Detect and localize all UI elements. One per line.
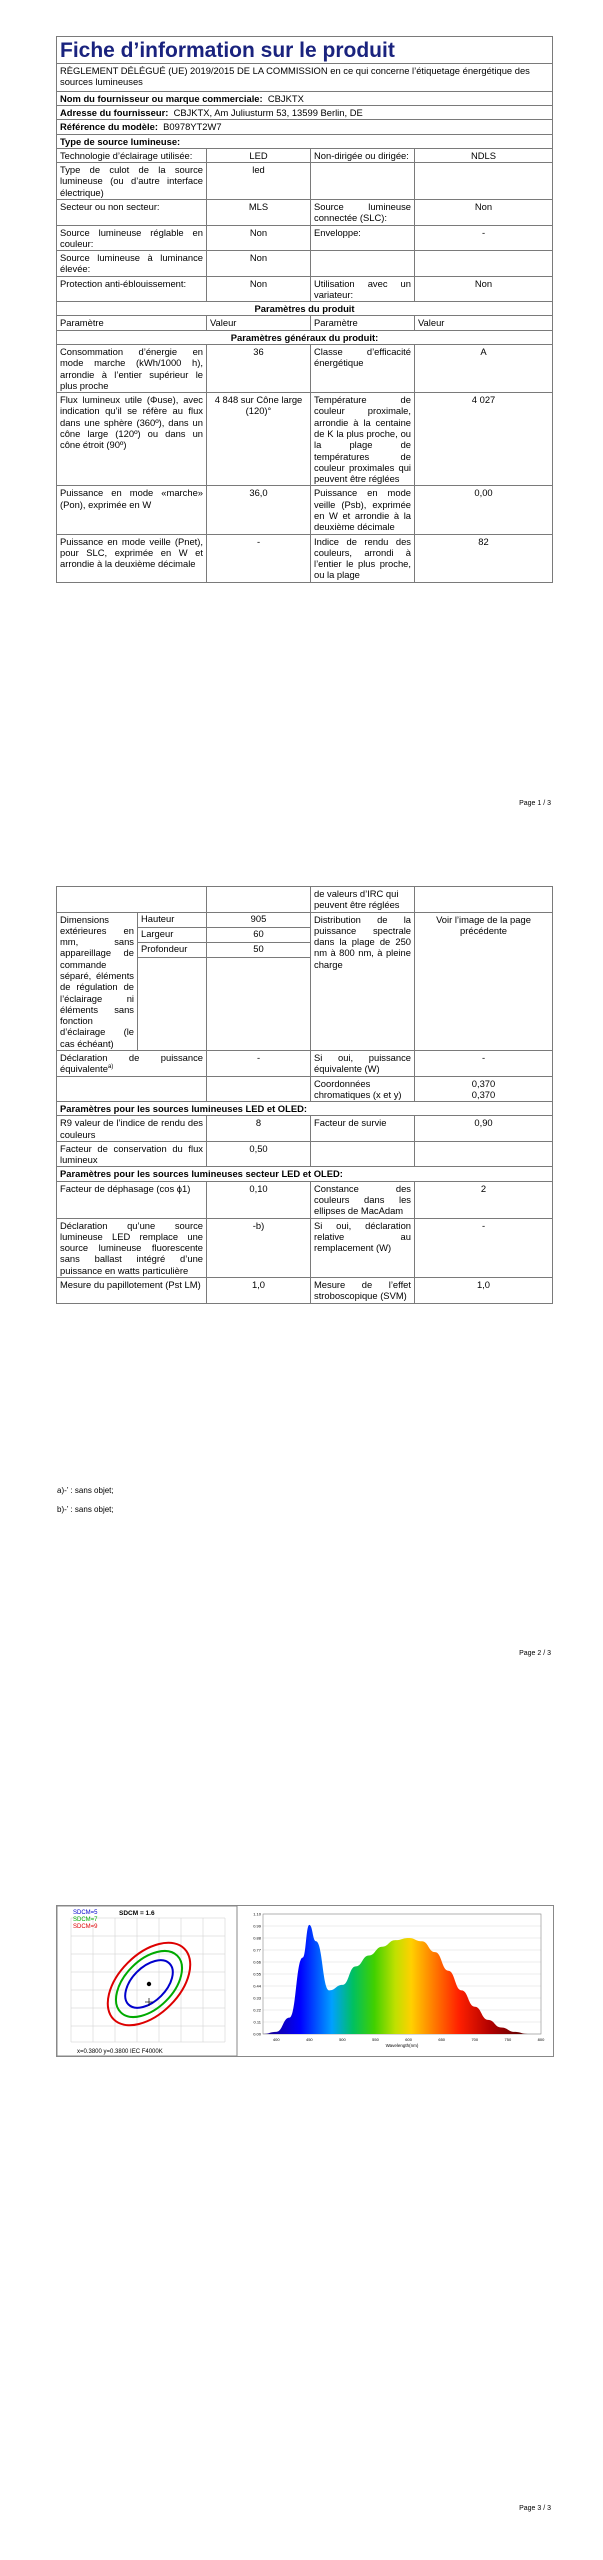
mains-l2: Mesure de l’effet stroboscopique (SVM) <box>311 1278 415 1304</box>
page-title: Fiche d’information sur le produit <box>57 37 553 64</box>
dimension-value: 50 <box>207 943 310 958</box>
type-l2: Enveloppe: <box>311 225 415 251</box>
mains-l2: Constance des couleurs dans les ellipses de MacAdam <box>311 1181 415 1218</box>
spectrum-xtick: 650 <box>438 2037 446 2042</box>
led-l2 <box>311 1141 415 1167</box>
mains-row <box>57 1278 553 1304</box>
spectral-value: Voir l’image de la page précédente <box>415 912 553 1050</box>
page-number-2: Page 2 / 3 <box>519 1650 551 1657</box>
mains-l1: Facteur de déphasage (cos ϕ1) <box>57 1181 207 1218</box>
general-l2: Indice de rendu des couleurs, arrondi à l’entier le plus proche, ou la plage <box>311 534 415 582</box>
led-v1: 8 <box>207 1116 311 1142</box>
general-v1: 4 848 sur Cône large (120)° <box>207 393 311 486</box>
cri-continuation: de valeurs d’IRC qui peuvent être réglées <box>311 887 415 913</box>
led-l2: Facteur de survie <box>311 1116 415 1142</box>
spectrum-ytick: 0.00 <box>253 2031 261 2037</box>
product-info-table-page2 <box>56 886 553 1304</box>
spectrum-xtick: 450 <box>305 2037 313 2042</box>
led-l1: Facteur de conservation du flux lumineux <box>57 1141 207 1167</box>
dimensions-label: Dimensions extérieures en mm, sans appareillage de commande séparé, éléments de régulation de l’éclairage ni éléments sans fonction d’éclairage (le cas échéant) <box>60 913 134 1049</box>
mains-v2: - <box>415 1218 553 1277</box>
type-header: Type de source lumineuse: <box>57 134 553 148</box>
legend-sdcm9: SDCM=9 <box>73 1924 98 1930</box>
general-l2: Température de couleur proximale, arrondie à la centaine de K la plus proche, ou la plage de températures de couleur proximales qui peuvent être réglées <box>311 393 415 486</box>
general-header: Paramètres généraux du produit: <box>57 330 553 344</box>
dimension-key: Profondeur <box>138 943 206 958</box>
type-v1: led <box>207 163 311 200</box>
general-v2: 4 027 <box>415 393 553 486</box>
mains-v2: 2 <box>415 1181 553 1218</box>
mains-v1: 1,0 <box>207 1278 311 1304</box>
type-row <box>57 199 553 225</box>
spectrum-xtick: 400 <box>272 2037 280 2042</box>
type-v2: Non <box>415 276 553 302</box>
dimension-key: Hauteur <box>138 913 206 928</box>
dimensions-row <box>57 912 553 1050</box>
general-l1: Flux lumineux utile (Φuse), avec indication qu’il se réfère au flux dans une sphère (360º), dans un cône large (120º) ou dans un cône étroit (90º) <box>57 393 207 486</box>
led-v1: 0,50 <box>207 1141 311 1167</box>
page-number-1: Page 1 / 3 <box>519 800 551 807</box>
type-v2: - <box>415 225 553 251</box>
type-row <box>57 276 553 302</box>
type-v1: Non <box>207 225 311 251</box>
general-v2: A <box>415 345 553 393</box>
legend-sdcm7: SDCM=7 <box>73 1917 98 1923</box>
spectrum-chart <box>241 1906 551 2056</box>
spectrum-xtick: 600 <box>405 2037 412 2042</box>
type-v1: Non <box>207 251 311 277</box>
general-l1: Consommation d’énergie en mode marche (kWh/1000 h), arrondie à l’entier supérieur le plus proche <box>57 345 207 393</box>
spectrum-xtick: 800 <box>537 2037 545 2042</box>
led-v2 <box>415 1141 553 1167</box>
type-row <box>57 225 553 251</box>
chroma-row: Coordonnées chromatiques (x et y) 0,370 0,370 <box>57 1076 553 1102</box>
type-l2: Utilisation avec un variateur: <box>311 276 415 302</box>
spectrum-ytick: 0.33 <box>253 1995 261 2001</box>
mains-header: Paramètres pour les sources lumineuses secteur LED et OLED: <box>57 1167 553 1181</box>
type-v2: NDLS <box>415 148 553 162</box>
spectrum-ytick: 0.44 <box>253 1983 261 1989</box>
type-l2: Source lumineuse connectée (SLC): <box>311 199 415 225</box>
type-l2 <box>311 251 415 277</box>
page-number-3: Page 3 / 3 <box>519 2505 551 2512</box>
model-row: Référence du modèle: B0978YT2W7 <box>57 120 553 134</box>
general-row <box>57 393 553 486</box>
general-v2: 82 <box>415 534 553 582</box>
equiv-row: Déclaration de puissance équivalente$^{a)}$ - Si oui, puissance équivalente (W) - <box>57 1050 553 1076</box>
mains-v2: 1,0 <box>415 1278 553 1304</box>
led-header: Paramètres pour les sources lumineuses LED et OLED: <box>57 1102 553 1116</box>
spectrum-xtick: 550 <box>372 2037 379 2042</box>
supplier-row: Nom du fournisseur ou marque commerciale: CBJKTX <box>57 91 553 105</box>
address-row: Adresse du fournisseur: CBJKTX, Am Juliusturm 53, 13599 Berlin, DE <box>57 105 553 119</box>
legend-sdcm5: SDCM=5 <box>73 1910 98 1916</box>
general-v1: 36,0 <box>207 486 311 534</box>
spectrum-ytick: 0.11 <box>253 2019 261 2025</box>
chromaticity-point <box>147 1982 151 1986</box>
led-row <box>57 1116 553 1142</box>
type-v2 <box>415 251 553 277</box>
type-l1: Source lumineuse à luminance élevée: <box>57 251 207 277</box>
general-l2: Classe d’efficacité énergétique <box>311 345 415 393</box>
params-header: Paramètres du produit <box>57 302 553 316</box>
type-v1: LED <box>207 148 311 162</box>
spectrum-ytick: 0.88 <box>253 1935 261 1941</box>
general-row <box>57 486 553 534</box>
product-info-table-page1 <box>56 36 553 583</box>
type-l1: Secteur ou non secteur: <box>57 199 207 225</box>
led-row <box>57 1141 553 1167</box>
type-v2: Non <box>415 199 553 225</box>
type-v1: MLS <box>207 199 311 225</box>
mains-row <box>57 1218 553 1277</box>
spectrum-ytick: 0.22 <box>253 2007 261 2013</box>
type-row <box>57 148 553 162</box>
spectrum-xtick: 750 <box>504 2037 512 2042</box>
spectrum-xtick: 500 <box>339 2037 346 2042</box>
type-l1: Technologie d’éclairage utilisée: <box>57 148 207 162</box>
general-row <box>57 534 553 582</box>
spectrum-area <box>263 1925 528 2034</box>
general-l1: Puissance en mode veille (Pnet), pour SLC, exprimée en W et arrondie à la deuxième décimale <box>57 534 207 582</box>
led-l1: R9 valeur de l’indice de rendu des couleurs <box>57 1116 207 1142</box>
spectrum-ytick: 1.10 <box>253 1911 261 1917</box>
ellipse-coordinates: x=0.3800 y=0.3800 IEC F4000K <box>77 2049 163 2055</box>
spectrum-xtick: 700 <box>471 2037 479 2042</box>
mains-l1: Déclaration qu’une source lumineuse LED remplace une source lumineuse fluorescente sans ballast intégré d’une puissance en watts particulière <box>57 1218 207 1277</box>
general-v1: 36 <box>207 345 311 393</box>
column-header-row: Paramètre Valeur Paramètre Valeur <box>57 316 553 330</box>
type-row <box>57 251 553 277</box>
footnote-a: a)-’ : sans objet; <box>57 1486 114 1495</box>
type-l2 <box>311 163 415 200</box>
footnote-b: b)-’ : sans objet; <box>57 1505 114 1514</box>
mains-row <box>57 1181 553 1218</box>
regulation-text: RÈGLEMENT DÉLÉGUÉ (UE) 2019/2015 DE LA COMMISSION en ce qui concerne l’étiquetage énergétique des sources lumineuses <box>57 64 553 92</box>
mains-v1: 0,10 <box>207 1181 311 1218</box>
dimension-value: 905 <box>207 913 310 928</box>
chart-panel <box>56 1905 554 2057</box>
general-l1: Puissance en mode «marche» (Pon), exprimée en W <box>57 486 207 534</box>
mains-l2: Si oui, déclaration relative au remplacement (W) <box>311 1218 415 1277</box>
mains-v1: -b) <box>207 1218 311 1277</box>
mains-l1: Mesure du papillotement (Pst LM) <box>57 1278 207 1304</box>
type-row <box>57 163 553 200</box>
general-v2: 0,00 <box>415 486 553 534</box>
general-row <box>57 345 553 393</box>
general-v1: - <box>207 534 311 582</box>
spectrum-ytick: 0.99 <box>253 1923 261 1929</box>
dimension-value: 60 <box>207 928 310 943</box>
spectrum-ytick: 0.66 <box>253 1959 261 1965</box>
ellipse-title: SDCM = 1.6 <box>119 1910 155 1917</box>
type-l1: Source lumineuse réglable en couleur: <box>57 225 207 251</box>
general-l2: Puissance en mode veille (Psb), exprimée en W et arrondie à la deuxième décimale <box>311 486 415 534</box>
spectrum-ytick: 0.55 <box>253 1971 261 1977</box>
spectrum-xlabel: Wavelength(nm) <box>385 2043 419 2048</box>
type-l1: Type de culot de la source lumineuse (ou d’autre interface électrique) <box>57 163 207 200</box>
type-v2 <box>415 163 553 200</box>
spectrum-ytick: 0.77 <box>253 1947 261 1953</box>
led-v2: 0,90 <box>415 1116 553 1142</box>
type-l2: Non-dirigée ou dirigée: <box>311 148 415 162</box>
type-l1: Protection anti-éblouissement: <box>57 276 207 302</box>
dimension-key: Largeur <box>138 928 206 943</box>
type-v1: Non <box>207 276 311 302</box>
spectral-label: Distribution de la puissance spectrale dans la plage de 250 nm à 800 nm, à pleine charge <box>311 912 415 1050</box>
